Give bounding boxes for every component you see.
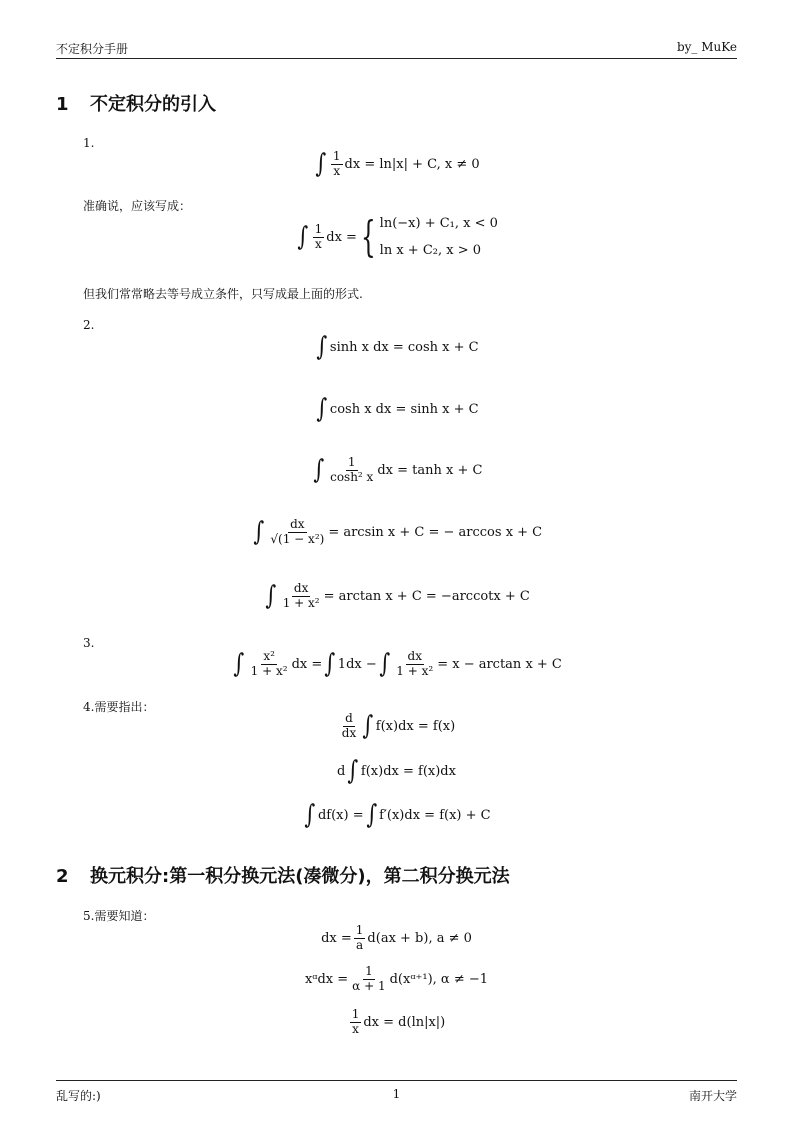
case-2: ln x + C₂, x > 0 (379, 243, 482, 258)
fraction: $\frac{1}{x}$ (314, 221, 323, 251)
footer-note: 乱写的:) (56, 1089, 101, 1103)
fraction: $\frac{1}{x}$ (332, 149, 341, 178)
integral-sign: ∫ (347, 756, 359, 786)
section-1-number: 1 (56, 94, 69, 115)
page-number: 1 (392, 1087, 401, 1101)
equation-10: d ∫ f(x)dx = f(x)dx (337, 756, 456, 786)
integral-sign: ∫ (253, 517, 265, 548)
fraction: $\frac{\text{x²}}{\text{1 + x²}}$ (250, 649, 288, 678)
equation-1-text: dx = ln|x| + C, x ≠ 0 (344, 156, 480, 172)
item-4-label: 4.需要指出： (83, 700, 155, 714)
equation-3: ∫ sinh x dx = cosh x + C (316, 332, 479, 362)
equation-6: ∫ $\frac{dx}{\text{√(1 − x²)}}$ = arcsin x + C = − arccos x + C (253, 517, 543, 548)
fraction: $\frac{dx}{\text{1 + x²}}$ (396, 649, 434, 678)
section-1-title: 不定积分的引入 (90, 94, 216, 115)
cases (380, 216, 498, 258)
equation-8: ∫ $\frac{\text{x²}}{\text{1 + x²}}$ dx = ∫ 1dx − ∫ $\frac{dx}{\text{1 + x²}}$ = x − arctan x + C (233, 649, 562, 680)
page-footer (56, 1080, 737, 1103)
equation-7: ∫ $\frac{dx}{\text{1 + x²}}$ = arctan x + C = −arccotx + C (265, 581, 530, 612)
page-header (56, 40, 737, 59)
section-2-heading (56, 862, 510, 888)
integral-sign: ∫ (316, 394, 328, 424)
equation-5: ∫ $\frac{1}{\text{cosh² x}}$ dx = tanh x + C (312, 455, 483, 486)
item-3-label: 3. (83, 636, 95, 650)
fraction: $\frac{1}{\text{cosh² x}}$ (330, 455, 374, 484)
case-1: ln(−x) + C₁, x < 0 (379, 216, 498, 231)
integral-sign: ∫ (362, 711, 374, 742)
equation-2 (56, 212, 737, 261)
integral-sign: ∫ (265, 581, 277, 612)
equation-1 (56, 150, 737, 179)
integral-sign: ∫ (312, 455, 324, 486)
fraction: $\frac{1}{x}$ (351, 1007, 360, 1036)
fraction: $\frac{dx}{\text{1 + x²}}$ (282, 581, 320, 610)
left-brace: { (360, 212, 376, 261)
equation-11: ∫ df(x) = ∫ f′(x)dx = f(x) + C (304, 800, 491, 830)
section-2-title: 换元积分:第一积分换元法(凑微分)，第二积分换元法 (90, 866, 510, 887)
integral-sign: ∫ (304, 800, 316, 830)
note-2: 但我们常常略去等号成立条件，只写成最上面的形式. (83, 287, 363, 301)
equation-2-lhs: dx = (326, 229, 357, 245)
integral-sign: ∫ (379, 649, 390, 680)
note-1: 准确说，应该写成： (83, 199, 192, 213)
integral-sign: ∫ (365, 800, 377, 830)
item-1-label: 1. (83, 136, 95, 150)
fraction: $\frac{dx}{\text{√(1 − x²)}}$ (270, 517, 325, 546)
equation-13: xᵅdx = $\frac{1}{\alpha + 1}$ d(xᵅ⁺¹), α ≠ −1 (304, 964, 489, 993)
footer-institution: 南开大学 (688, 1089, 737, 1103)
integral-sign: ∫ (233, 649, 245, 680)
header-author: by_ MuKe (676, 40, 737, 54)
integral-sign: ∫ (315, 149, 327, 180)
item-5-label: 5.需要知道： (83, 909, 155, 923)
section-2-number: 2 (56, 866, 69, 887)
integral-sign: ∫ (324, 649, 336, 680)
section-1-heading (56, 90, 216, 116)
item-2-label: 2. (83, 318, 95, 332)
integral-sign: ∫ (297, 222, 309, 252)
fraction: $\frac{d}{dx}$ (341, 711, 357, 740)
fraction: $\frac{1}{\alpha + 1}$ (352, 964, 386, 993)
integral-sign: ∫ (316, 332, 328, 362)
equation-4: ∫ cosh x dx = sinh x + C (316, 394, 479, 424)
equation-12: dx = $\frac{1}{a}$ d(ax + b), a ≠ 0 (321, 923, 472, 952)
equation-14: $\frac{1}{x}$ dx = d(ln|x|) (351, 1007, 446, 1036)
equation-9: $\frac{d}{dx}$ ∫ f(x)dx = f(x) (341, 711, 456, 742)
header-title: 不定积分手册 (56, 42, 129, 56)
fraction: $\frac{1}{a}$ (355, 923, 364, 952)
